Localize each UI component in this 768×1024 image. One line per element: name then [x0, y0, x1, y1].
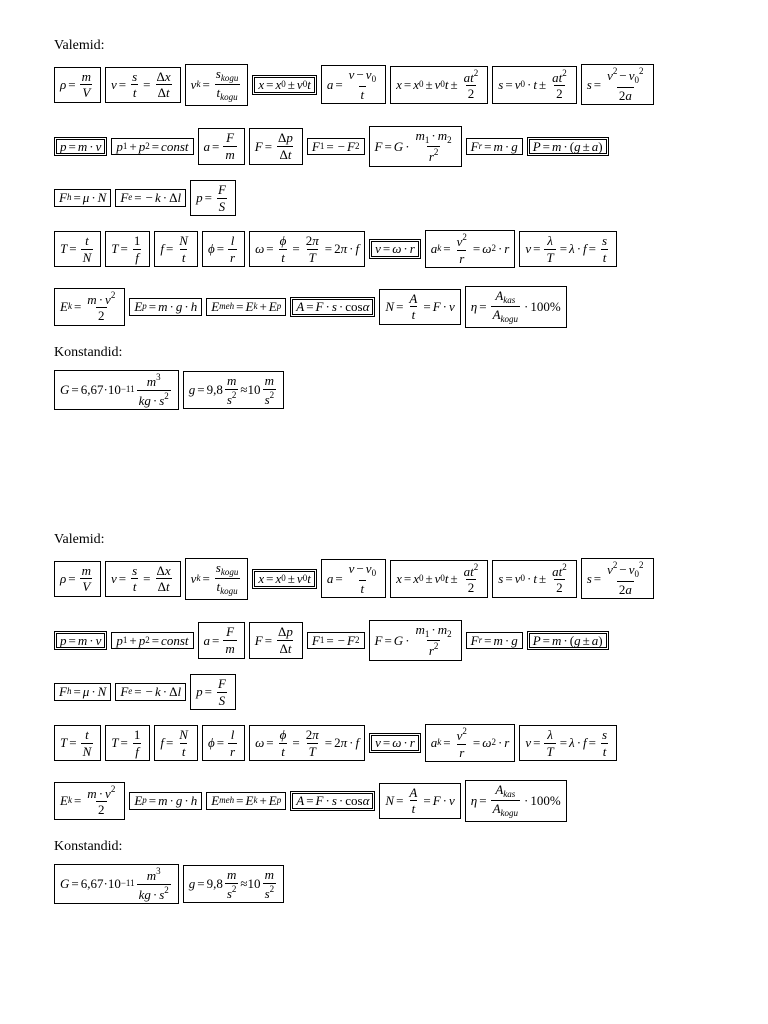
formula-row-forces	[54, 180, 240, 216]
formula-momentum-conservation: p 1 + p 2 = const	[111, 138, 193, 156]
formula-power: N = $\frac{A}{t}$ = F · v	[379, 289, 460, 325]
formula-position-uniform: x = x 0 ± v 0 t	[252, 569, 316, 589]
sub-total: kogu	[220, 567, 239, 577]
constants-heading: Konstandid:	[54, 839, 123, 854]
formula-newton-second: a = $\frac{F}{m}$	[198, 622, 245, 658]
formula-period: T = $\frac{t}{N}$	[54, 231, 101, 267]
formula-average-speed: v k = $\frac{s_{kogu}}{t_{kogu}}$	[185, 558, 249, 600]
formula-momentum: p = m · v	[54, 137, 107, 157]
formula-row-rotation	[54, 230, 621, 268]
sub-meh: meh	[219, 795, 235, 806]
formula-sheet-copy-2	[0, 494, 768, 1006]
formula-momentum-conservation: p 1 + p 2 = const	[111, 632, 193, 650]
constant-gravitational: G = 6,67·10 −11 $\frac{m^3}{kg \cdot s^2}$	[54, 370, 179, 410]
sub-meh: meh	[219, 301, 235, 312]
formula-frequency: f = $\frac{N}{t}$	[154, 725, 198, 761]
formula-distance-velocities: s = $\frac{v^2 - v_0^2}{2a}$	[581, 64, 654, 105]
formula-weight: P = m · ( g ± a )	[527, 137, 609, 157]
formula-row-energy	[54, 780, 571, 822]
formula-distance-velocities: s = $\frac{v^2 - v_0^2}{2a}$	[581, 558, 654, 599]
formula-period-frequency: T = $\frac{1}{f}$	[105, 231, 150, 267]
formula-mechanical-energy: E meh = E k + E p	[206, 298, 286, 316]
formula-elastic: F e = − k · Δ l	[115, 683, 186, 701]
formula-potential-energy: E p = m · g · h	[129, 298, 202, 316]
const-text: const	[161, 632, 189, 648]
formula-row-dynamics	[54, 126, 613, 167]
formula-work: A = F · s · cos α	[290, 297, 375, 317]
const-text: const	[161, 138, 189, 154]
formula-row-dynamics	[54, 620, 613, 661]
formula-row-rotation	[54, 724, 621, 762]
formula-pressure: p = $\frac{F}{S}$	[190, 180, 236, 216]
formula-newton-third: F 1 = − F 2	[307, 632, 365, 650]
constants-row	[54, 370, 288, 410]
formula-linear-velocity: v = ω · r	[369, 733, 421, 753]
constants-heading: Konstandid:	[54, 345, 123, 360]
formula-potential-energy: E p = m · g · h	[129, 792, 202, 810]
formula-density: ρ = $\frac{m}{V}$	[54, 561, 101, 597]
formula-position-accel: x = x 0 ± v 0 t ± $\frac{at^2}{2}$	[390, 66, 488, 104]
sub-useful: kas	[503, 295, 516, 305]
formula-pressure: p = $\frac{F}{S}$	[190, 674, 236, 710]
formula-centripetal: a k = $\frac{v^2}{r}$ = ω 2 · r	[425, 724, 516, 762]
formula-row-kinematics	[54, 558, 658, 600]
formula-speed: v = $\frac{s}{t}$ = $\frac{\Delta x}{\Delta t}$	[105, 561, 181, 597]
percent-text: 100%	[530, 299, 561, 315]
formula-gravitation: F = G · $\frac{m_1 \cdot m_2}{r^2}$	[369, 620, 462, 661]
formula-row-forces	[54, 674, 240, 710]
formula-position-uniform: x = x 0 ± v 0 t	[252, 75, 316, 95]
formula-speed: v = $\frac{s}{t}$ = $\frac{\Delta x}{\Delta t}$	[105, 67, 181, 103]
formula-distance-accel: s = v 0 · t ± $\frac{at^2}{2}$	[492, 560, 576, 598]
formula-kinetic-energy: E k = $\frac{m \cdot v^2}{2}$	[54, 288, 125, 326]
formulas-heading: Valemid:	[54, 532, 105, 547]
sub-total: kogu	[220, 586, 238, 597]
formula-angle: ϕ = $\frac{l}{r}$	[202, 725, 245, 761]
formula-work: A = F · s · cos α	[290, 791, 375, 811]
formulas-heading: Valemid:	[54, 38, 105, 53]
sub-total: kogu	[220, 73, 239, 83]
constant-gravitational: G = 6,67·10 −11 $\frac{m^3}{kg \cdot s^2}$	[54, 864, 179, 904]
formula-efficiency: η = $\frac{A_{kas}}{A_{kogu}}$ · 100%	[465, 780, 567, 822]
formula-linear-velocity: v = ω · r	[369, 239, 421, 259]
formula-period: T = $\frac{t}{N}$	[54, 725, 101, 761]
formula-efficiency: η = $\frac{A_{kas}}{A_{kogu}}$ · 100%	[465, 286, 567, 328]
formula-acceleration: a = $\frac{v - v_0}{t}$	[321, 65, 386, 104]
constants-row	[54, 864, 288, 904]
formula-angular-velocity: ω = $\frac{\phi}{t}$ = $\frac{2\pi}{T}$ = 2 π · f	[249, 725, 365, 761]
formula-weight: P = m · ( g ± a )	[527, 631, 609, 651]
formula-frequency: f = $\frac{N}{t}$	[154, 231, 198, 267]
constant-free-fall: g = 9,8 $\frac{m}{s^2}$ ≈10 $\frac{m}{s^2}$	[183, 371, 284, 409]
sub-total: kogu	[500, 314, 519, 325]
formula-weight-force: F r = m · g	[466, 632, 523, 650]
formula-force-momentum: F = $\frac{\Delta p}{\Delta t}$	[249, 622, 303, 658]
formula-kinetic-energy: E k = $\frac{m \cdot v^2}{2}$	[54, 782, 125, 820]
percent-text: 100%	[530, 793, 561, 809]
formula-angular-velocity: ω = $\frac{\phi}{t}$ = $\frac{2\pi}{T}$ = 2 π · f	[249, 231, 365, 267]
sub-useful: kas	[503, 789, 516, 799]
formula-wave-speed: v = $\frac{\lambda}{T}$ = λ · f = $\frac{s}{t}$	[519, 231, 617, 267]
formula-friction: F h = μ · N	[54, 683, 111, 701]
formula-position-accel: x = x 0 ± v 0 t ± $\frac{at^2}{2}$	[390, 560, 488, 598]
formula-density: ρ = $\frac{m}{V}$	[54, 67, 101, 103]
sub-total: kogu	[220, 92, 238, 103]
formula-period-frequency: T = $\frac{1}{f}$	[105, 725, 150, 761]
formula-row-energy	[54, 286, 571, 328]
formula-mechanical-energy: E meh = E k + E p	[206, 792, 286, 810]
formula-weight-force: F r = m · g	[466, 138, 523, 156]
formula-distance-accel: s = v 0 · t ± $\frac{at^2}{2}$	[492, 66, 576, 104]
formula-row-kinematics	[54, 64, 658, 106]
formula-newton-third: F 1 = − F 2	[307, 138, 365, 156]
formula-elastic: F e = − k · Δ l	[115, 189, 186, 207]
formula-friction: F h = μ · N	[54, 189, 111, 207]
formula-gravitation: F = G · $\frac{m_1 \cdot m_2}{r^2}$	[369, 126, 462, 167]
formula-angle: ϕ = $\frac{l}{r}$	[202, 231, 245, 267]
formula-acceleration: a = $\frac{v - v_0}{t}$	[321, 559, 386, 598]
sub-total: kogu	[500, 808, 519, 819]
formula-wave-speed: v = $\frac{\lambda}{T}$ = λ · f = $\frac{s}{t}$	[519, 725, 617, 761]
formula-force-momentum: F = $\frac{\Delta p}{\Delta t}$	[249, 128, 303, 164]
formula-centripetal: a k = $\frac{v^2}{r}$ = ω 2 · r	[425, 230, 516, 268]
formula-average-speed: v k = $\frac{s_{kogu}}{t_{kogu}}$	[185, 64, 249, 106]
constant-free-fall: g = 9,8 $\frac{m}{s^2}$ ≈10 $\frac{m}{s^2}$	[183, 865, 284, 903]
formula-power: N = $\frac{A}{t}$ = F · v	[379, 783, 460, 819]
formula-momentum: p = m · v	[54, 631, 107, 651]
formula-newton-second: a = $\frac{F}{m}$	[198, 128, 245, 164]
